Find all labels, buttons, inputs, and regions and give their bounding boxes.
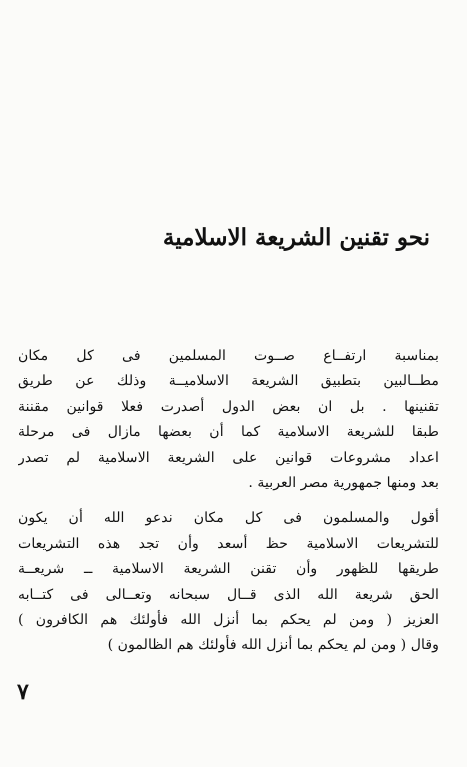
text-line: طريقها للظهور وأن تقنن الشريعة الاسلامية ــ شريعــة — [18, 561, 439, 578]
text-line: أقول والمسلمون فى كل مكان ندعو الله أن يكون — [18, 510, 439, 527]
text-line: بعد ومنها جمهورية مصر العربية . — [248, 474, 439, 491]
paragraph-2 — [18, 506, 439, 658]
page-number: ٧ — [17, 679, 29, 705]
text-line: الحق شريعة الله الذى قــال سبحانه وتعــالى فى كتــابه — [18, 586, 439, 603]
paragraph-1 — [18, 344, 439, 496]
text-line: اعداد مشروعات قوانين على الشريعة الاسلامية لم تصدر — [18, 449, 439, 466]
text-line: العزيز ( ومن لم يحكم بما أنزل الله فأولئك هم الكافرون ) — [18, 611, 439, 628]
body-text — [18, 344, 439, 659]
text-line: للتشريعات الاسلامية حظ أسعد وأن تجد هذه التشريعات — [18, 535, 439, 552]
text-line: طبقا للشريعة الاسلامية كما أن بعضها مازال فى مرحلة — [18, 424, 439, 441]
chapter-title: نحو تقنين الشريعة الاسلامية — [162, 224, 430, 251]
text-line: تقنينها . بل ان بعض الدول أصدرت فعلا قوانين مقننة — [18, 398, 439, 415]
text-line: مطــالبين بتطبيق الشريعة الاسلاميــة وذلك عن طريق — [18, 373, 439, 390]
text-line: وقال ( ومن لم يحكم بما أنزل الله فأولئك هم الظالمون ) — [107, 637, 439, 654]
text-line: بمناسبة ارتفــاع صــوت المسلمين فى كل مكان — [18, 348, 439, 364]
